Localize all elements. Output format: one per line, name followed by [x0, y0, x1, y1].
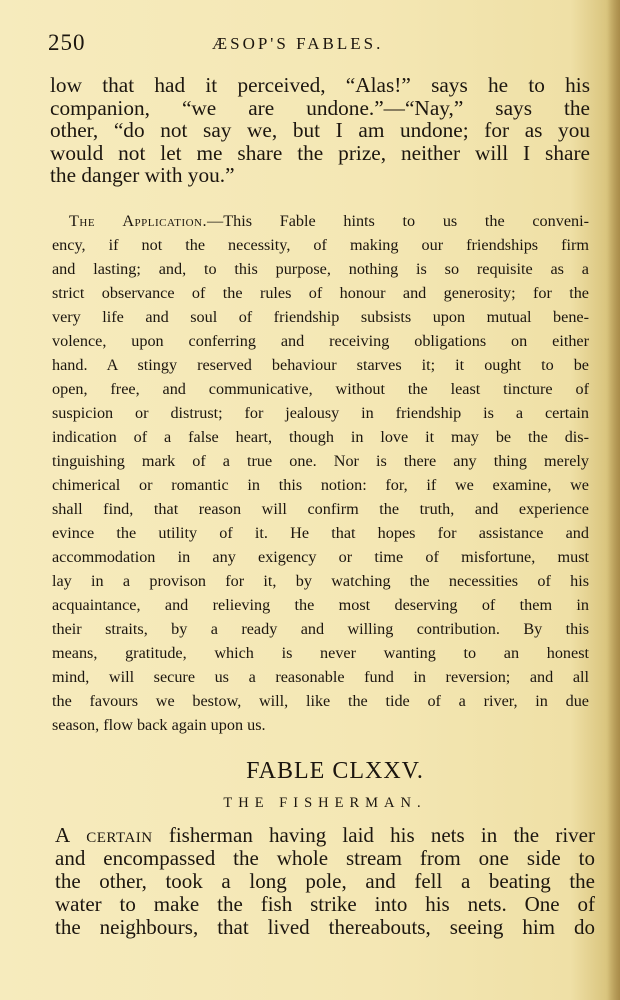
- text-line: the neighbours, that lived thereabouts, seeing him do: [55, 915, 595, 939]
- running-head: ÆSOP'S FABLES.: [212, 34, 384, 53]
- text-line: open, free, and communicative, without the least tincture of: [52, 380, 589, 398]
- text-line: evince the utility of it. He that hopes for assistance and: [52, 524, 589, 542]
- text-line: shall find, that reason will confirm the truth, and experience: [52, 500, 589, 518]
- text-line: strict observance of the rules of honour and generosity; for the: [52, 284, 589, 302]
- text-line: accommodation in any exigency or time of misfortune, must: [52, 548, 589, 566]
- page-header: [48, 30, 568, 60]
- text-line: season, flow back again upon us.: [52, 716, 266, 734]
- text-line: acquaintance, and relieving the most deserving of them in: [52, 596, 589, 614]
- text-line: mind, will secure us a reasonable fund in reversion; and all: [52, 668, 589, 686]
- text-line: companion, “we are undone.”—“Nay,” says the: [50, 95, 590, 120]
- page-number: 250: [48, 30, 86, 55]
- text-line: tinguishing mark of a true one. Nor is there any thing merely: [52, 452, 589, 470]
- fable-first-line: [55, 824, 595, 847]
- text-line: chimerical or romantic in this notion: for, if we examine, we: [52, 476, 589, 494]
- text-line: hand. A stingy reserved behaviour starves it; it ought to be: [52, 356, 589, 374]
- fable-body: [55, 824, 595, 939]
- text-line: means, gratitude, which is never wanting to an honest: [52, 644, 589, 662]
- text-line: lay in a provison for it, by watching the necessities of his: [52, 572, 589, 590]
- text-line: very life and soul of friendship subsists upon mutual bene-: [52, 308, 589, 326]
- text-line: low that had it perceived, “Alas!” says he to his: [50, 73, 590, 97]
- fable-first-line-text: fisherman having laid his nets in the river: [152, 823, 595, 847]
- text-line: water to make the fish strike into his nets. One of: [55, 892, 595, 916]
- text-line: ency, if not the necessity, of making our friendships firm: [52, 236, 589, 254]
- application-label: The Application.: [69, 212, 208, 230]
- application-paragraph: [52, 209, 589, 737]
- text-line: other, “do not say we, but I am undone; for as you: [50, 118, 590, 142]
- text-line: and lasting; and, to this purpose, nothing is so requisite as a: [52, 260, 589, 278]
- application-first-line: [52, 209, 589, 233]
- text-line: their straits, by a ready and willing contribution. By this: [52, 620, 589, 638]
- fable-lead-word: A certain: [55, 823, 153, 847]
- text-line: the other, took a long pole, and fell a beating the: [55, 869, 595, 893]
- text-line: and encompassed the whole stream from one side to: [55, 846, 595, 870]
- text-line: indication of a false heart, though in love it may be the dis-: [52, 428, 589, 446]
- fable-title: FABLE CLXXV.: [246, 758, 424, 784]
- text-line: suspicion or distrust; for jealousy in friendship is a certain: [52, 404, 589, 422]
- text-line: volence, upon conferring and receiving obligations on either: [52, 332, 589, 350]
- text-line: the favours we bestow, will, like the tide of a river, in due: [52, 692, 589, 710]
- text-line: the danger with you.”: [50, 163, 235, 187]
- page-edge-shadow: [606, 0, 620, 1000]
- fable-subtitle: THE FISHERMAN.: [223, 795, 427, 811]
- text-line: would not let me share the prize, neither will I share: [50, 140, 590, 165]
- previous-fable-continuation: [50, 74, 590, 187]
- application-first-line-text: —This Fable hints to us the conveni-: [207, 212, 590, 230]
